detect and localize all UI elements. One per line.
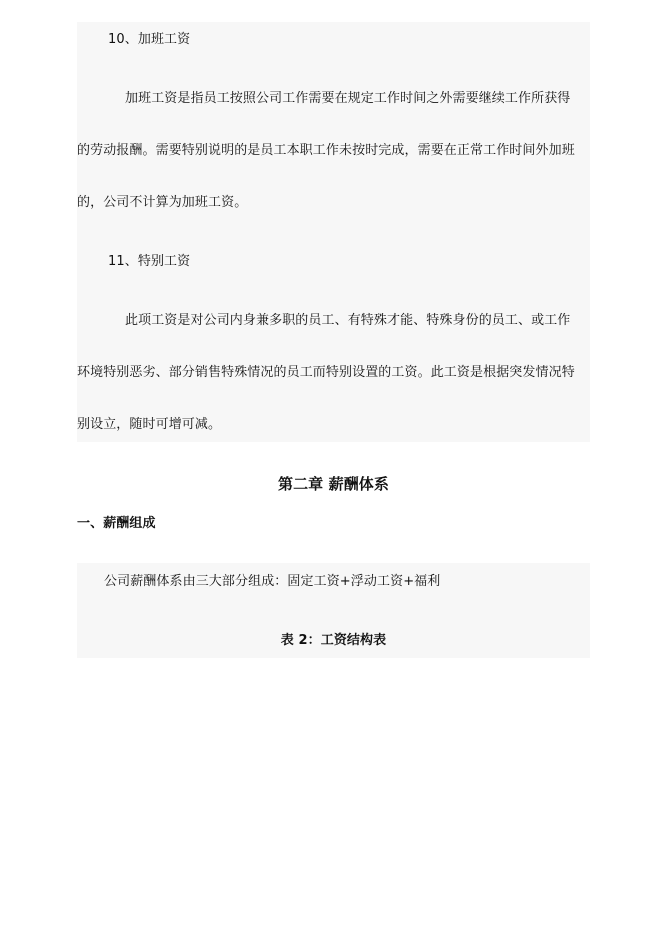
chapter-title: 第二章 薪酬体系 bbox=[277, 475, 390, 493]
paragraph-line: 别设立，随时可增可减。 bbox=[77, 417, 222, 432]
composition-text: 公司薪酬体系由三大部分组成：固定工资+浮动工资+福利 bbox=[104, 574, 441, 589]
subsection-heading: 一、薪酬组成 bbox=[77, 516, 156, 531]
section-heading: 11、特别工资 bbox=[108, 254, 191, 269]
paragraph-line: 环境特别恶劣、部分销售特殊情况的员工而特别设置的工资。此工资是根据突发情况特 bbox=[77, 365, 575, 380]
table-caption: 表 2：工资结构表 bbox=[280, 633, 387, 648]
paragraph-line: 的劳动报酬。需要特别说明的是员工本职工作未按时完成，需要在正常工作时间外加班 bbox=[77, 143, 575, 158]
paragraph-line: 的，公司不计算为加班工资。 bbox=[77, 195, 248, 210]
paragraph-line: 此项工资是对公司内身兼多职的员工、有特殊才能、特殊身份的员工、或工作 bbox=[125, 313, 571, 328]
section-heading: 10、加班工资 bbox=[108, 32, 191, 47]
paragraph-line: 加班工资是指员工按照公司工作需要在规定工作时间之外需要继续工作所获得 bbox=[125, 91, 571, 106]
